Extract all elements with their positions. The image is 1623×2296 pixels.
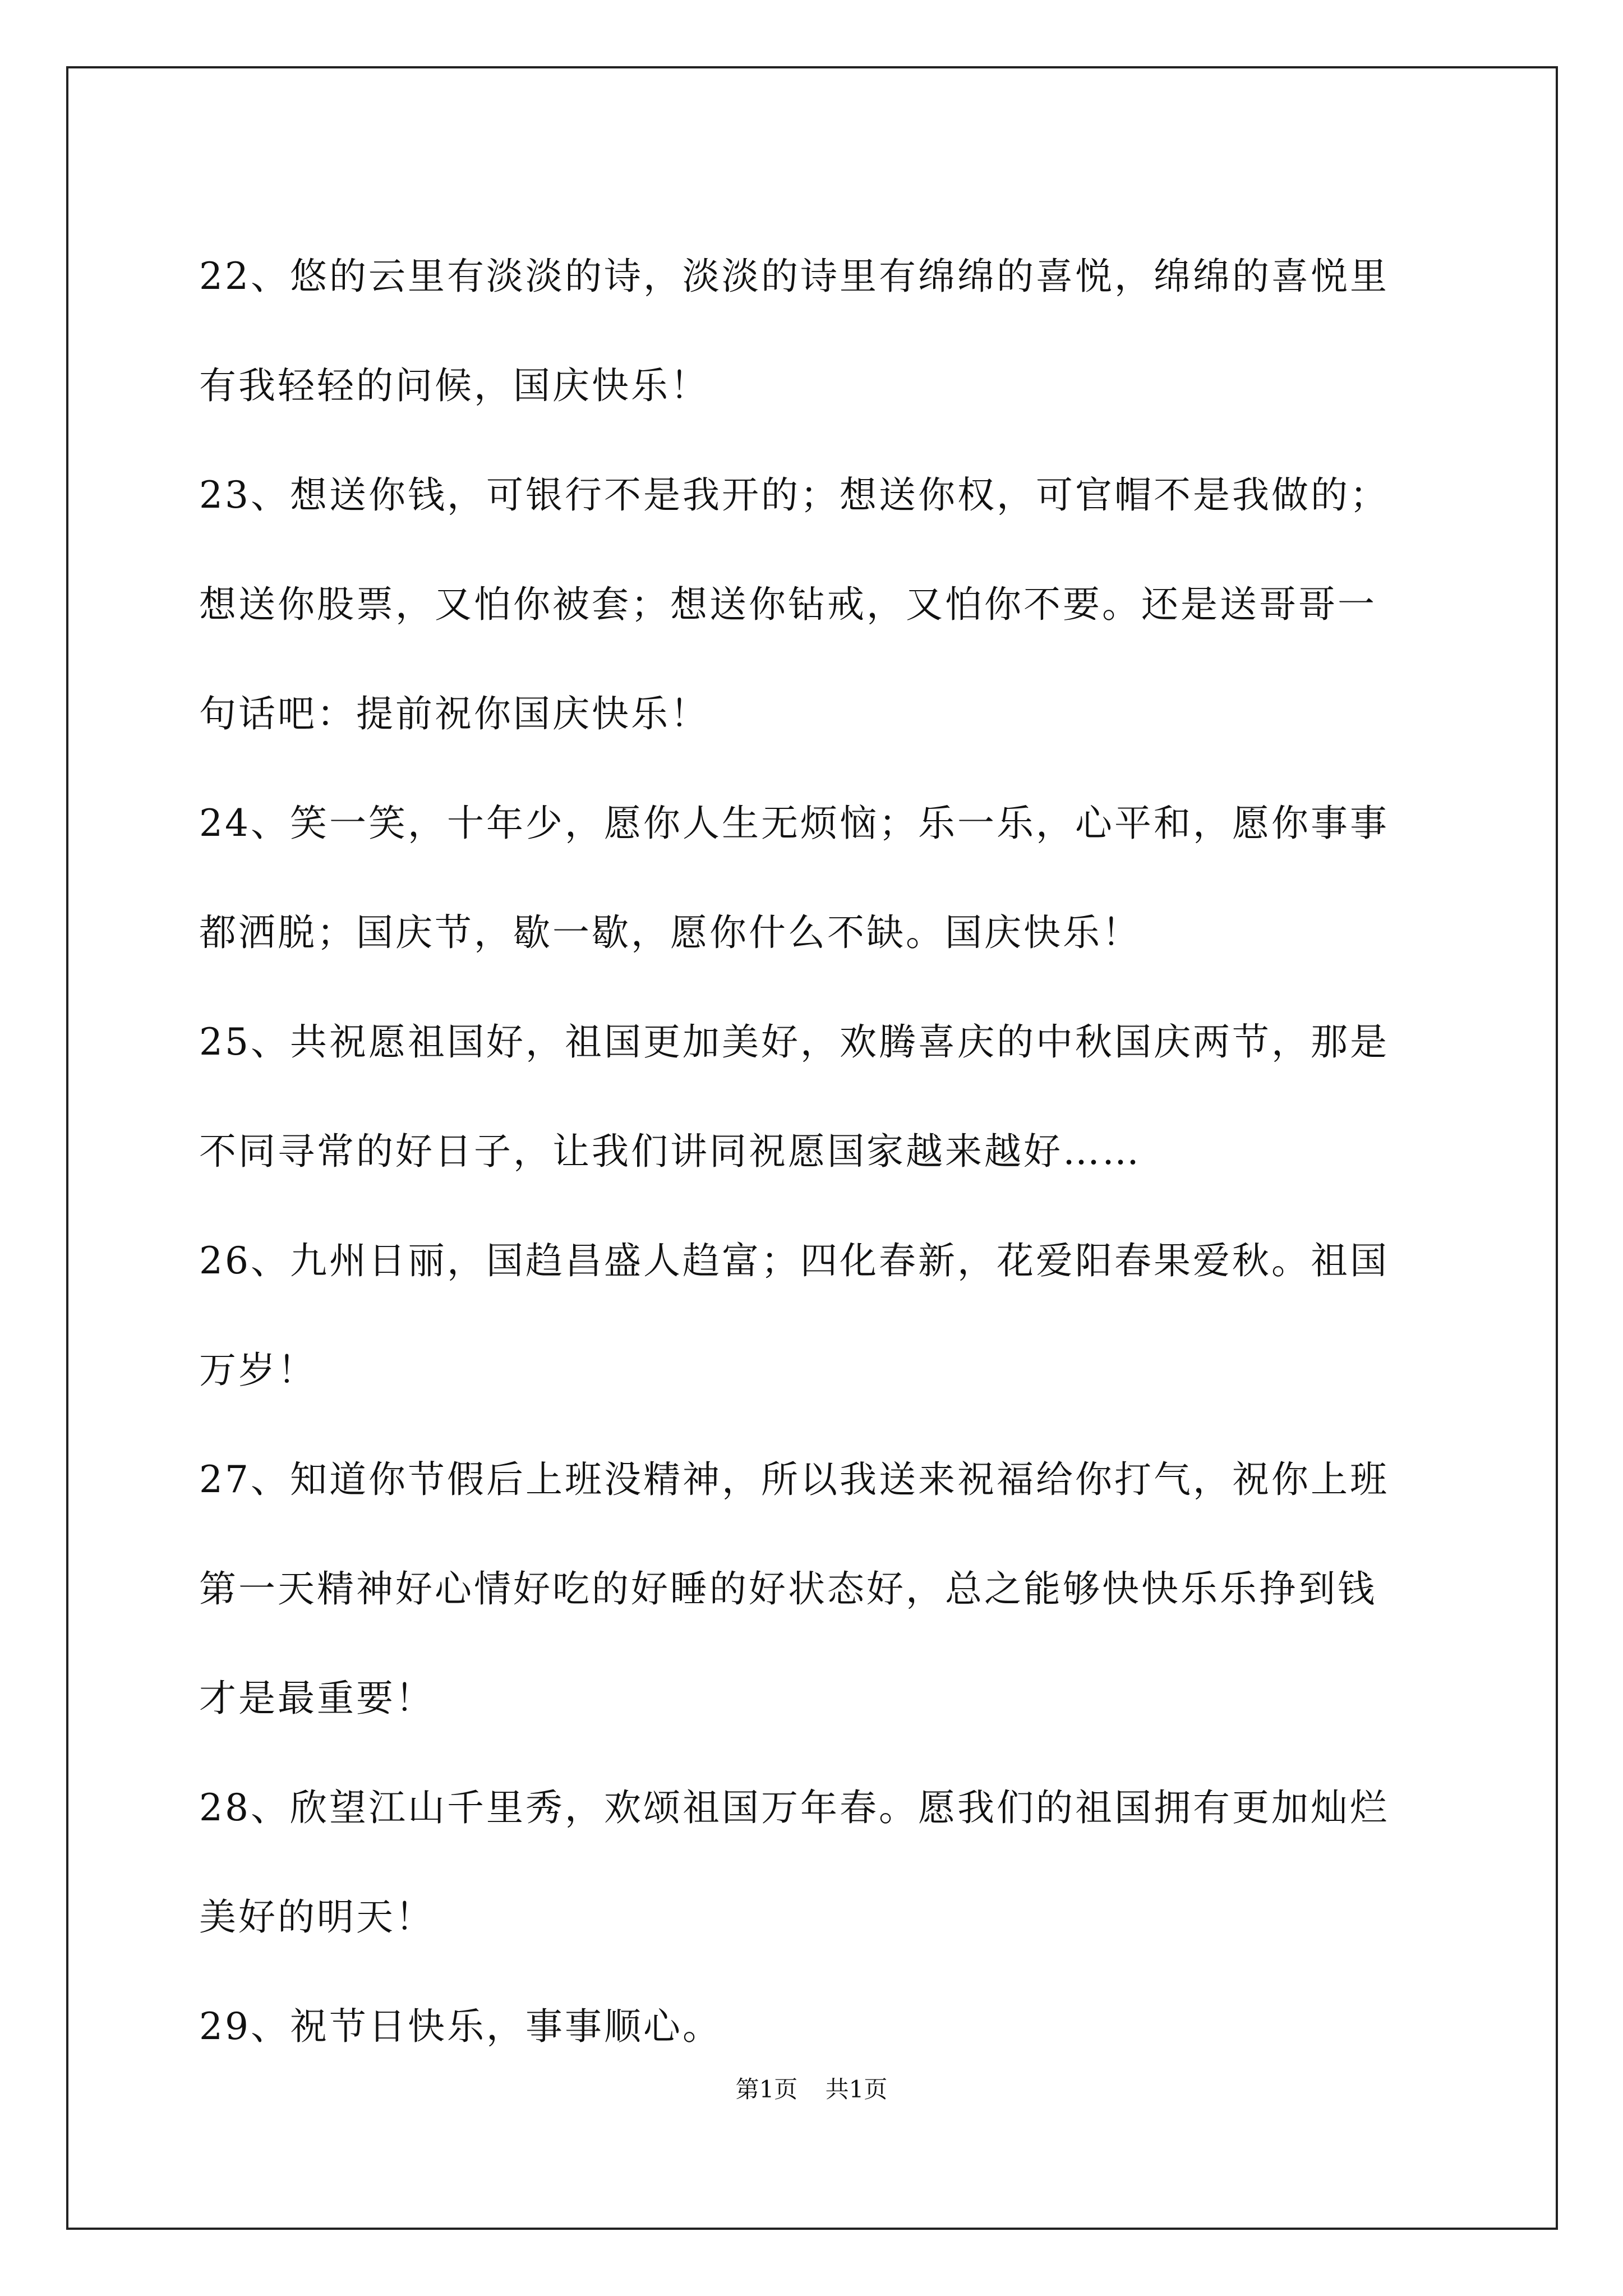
paragraph bbox=[199, 769, 1433, 987]
paragraph bbox=[199, 1206, 1433, 1425]
paragraph bbox=[199, 222, 1433, 440]
paragraph-line: 有我轻轻的问候，国庆快乐！ bbox=[199, 364, 709, 407]
paragraph-line: 27、知道你节假后上班没精神，所以我送来祝福给你打气，祝你上班 bbox=[199, 1458, 1389, 1501]
paragraph-line: 不同寻常的好日子，让我们讲同祝愿国家越来越好…… bbox=[199, 1130, 1141, 1173]
paragraph-line: 万岁！ bbox=[199, 1349, 317, 1392]
page-footer bbox=[0, 2071, 1623, 2105]
paragraph bbox=[199, 987, 1433, 1206]
paragraph bbox=[199, 1972, 1433, 2081]
paragraph-line: 美好的明天！ bbox=[199, 1895, 435, 1939]
paragraph-line: 第一天精神好心情好吃的好睡的好状态好，总之能够快快乐乐挣到钱 bbox=[199, 1567, 1377, 1611]
document-body bbox=[199, 222, 1433, 2081]
paragraph-line: 24、笑一笑，十年少，愿你人生无烦恼；乐一乐，心平和，愿你事事 bbox=[199, 802, 1389, 845]
paragraph bbox=[199, 440, 1433, 769]
paragraph-line: 26、九州日丽，国趋昌盛人趋富；四化春新，花爱阳春果爱秋。祖国 bbox=[199, 1239, 1389, 1282]
paragraph-line: 28、欣望江山千里秀，欢颂祖国万年春。愿我们的祖国拥有更加灿烂 bbox=[199, 1786, 1389, 1829]
paragraph-line: 句话吧：提前祝你国庆快乐！ bbox=[199, 692, 709, 735]
paragraph-line: 22、悠的云里有淡淡的诗，淡淡的诗里有绵绵的喜悦，绵绵的喜悦里 bbox=[199, 255, 1389, 298]
paragraph-line: 都洒脱；国庆节，歇一歇，愿你什么不缺。国庆快乐！ bbox=[199, 911, 1141, 954]
paragraph bbox=[199, 1425, 1433, 1753]
page-number-current: 第1页 bbox=[735, 2076, 798, 2103]
paragraph-line: 23、想送你钱，可银行不是我开的；想送你权，可官帽不是我做的； bbox=[199, 473, 1389, 517]
page-number-total: 共1页 bbox=[825, 2076, 888, 2103]
paragraph-line: 29、祝节日快乐，事事顺心。 bbox=[199, 2005, 722, 2048]
paragraph-line: 25、共祝愿祖国好，祖国更加美好，欢腾喜庆的中秋国庆两节，那是 bbox=[199, 1020, 1389, 1064]
paragraph-line: 才是最重要！ bbox=[199, 1677, 435, 1720]
paragraph-line: 想送你股票，又怕你被套；想送你钻戒，又怕你不要。还是送哥哥一 bbox=[199, 583, 1377, 626]
paragraph bbox=[199, 1753, 1433, 1972]
